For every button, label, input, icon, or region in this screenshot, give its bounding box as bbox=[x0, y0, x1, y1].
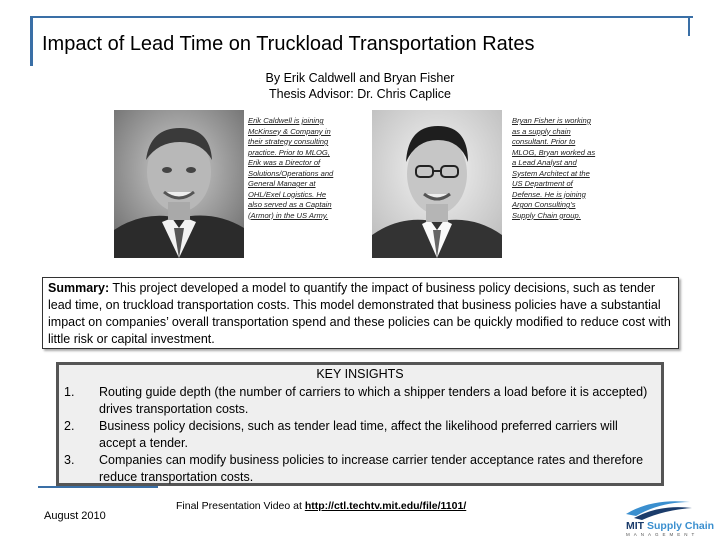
insight-number: 1. bbox=[64, 385, 75, 399]
authors: By Erik Caldwell and Bryan Fisher bbox=[265, 71, 455, 85]
video-link[interactable]: http://ctl.techtv.mit.edu/file/1101/ bbox=[304, 500, 467, 512]
logo-text bbox=[626, 520, 714, 532]
insight-item-3 bbox=[64, 452, 657, 486]
summary-box bbox=[42, 277, 679, 349]
title-frame-corner bbox=[688, 16, 690, 36]
bio-bryan-fisher: Bryan Fisher is working as a supply chain consultant. Prior to MLOG, Bryan worked as a Lead Analyst and System Architect at the US Department of Defense. He is joining Argon Consulting's Supply Chain group. bbox=[512, 116, 596, 220]
page-title: Impact of Lead Time on Truckload Transportation Rates bbox=[42, 33, 535, 55]
footer-divider bbox=[38, 486, 158, 488]
video-line bbox=[176, 500, 466, 512]
logo-subtext: MANAGEMENT bbox=[626, 532, 699, 537]
insight-number: 2. bbox=[64, 419, 75, 433]
logo-supply-chain: Supply Chain bbox=[647, 520, 715, 532]
insight-item-2 bbox=[64, 418, 657, 452]
logo-mit: MIT bbox=[626, 520, 645, 532]
summary-text: This project developed a model to quantify the impact of business policy decisions, such as tender lead time, on truckload transportation costs. This model demonstrated that business policies have a substantial impact on companies’ overall transportation spend and these policies can be quickly modified to reduce cost with little risk or capital investment. bbox=[48, 281, 671, 346]
insight-text: Companies can modify business policies to increase carrier tender acceptance rates and therefore reduce transportation costs. bbox=[99, 453, 644, 484]
video-prefix: Final Presentation Video at bbox=[176, 500, 305, 512]
key-insights-box bbox=[56, 362, 664, 486]
presentation-date: August 2010 bbox=[44, 510, 106, 522]
insight-text: Business policy decisions, such as tender lead time, affect the likelihood preferred carriers will accept a tender. bbox=[99, 419, 618, 450]
mit-scm-logo bbox=[612, 494, 716, 540]
byline bbox=[200, 70, 520, 102]
insight-number: 3. bbox=[64, 453, 75, 467]
photo-bryan-fisher bbox=[372, 110, 502, 258]
insight-item-1 bbox=[64, 384, 657, 418]
bio-erik-caldwell: Erik Caldwell is joining McKinsey & Company in their strategy consulting practice. Prior to MLOG, Erik was a Director of Solutions/Operations and General Manager at OHL/Exel Logistics. He also served as a Captain (Armor) in the US Army. bbox=[248, 116, 334, 220]
key-insights-heading: KEY INSIGHTS bbox=[316, 367, 404, 381]
wave-icon bbox=[612, 494, 716, 520]
thesis-advisor: Thesis Advisor: Dr. Chris Caplice bbox=[268, 87, 451, 101]
photo-erik-caldwell bbox=[114, 110, 244, 258]
summary-label: Summary: bbox=[48, 281, 110, 295]
insight-text: Routing guide depth (the number of carriers to which a shipper tenders a load before it is accepted) drives transportation costs. bbox=[99, 385, 648, 416]
